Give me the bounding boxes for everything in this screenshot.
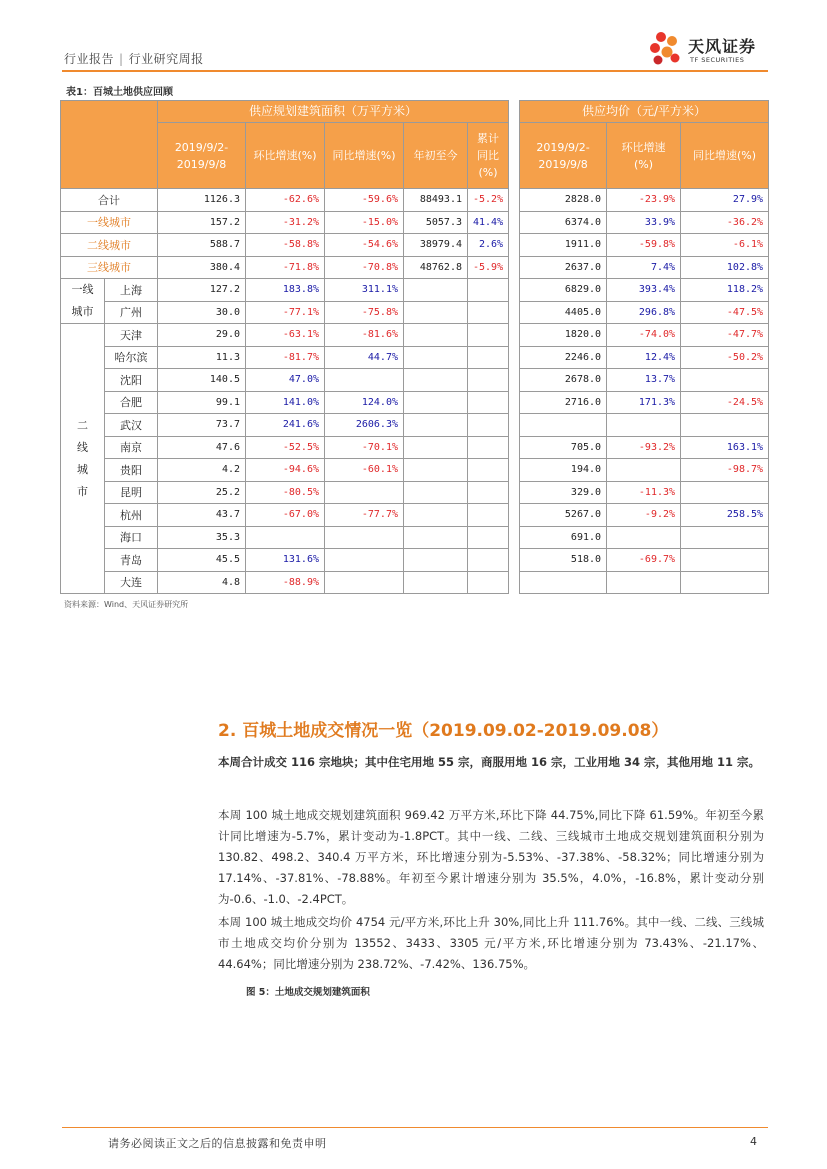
table-cell: 73.7 — [158, 414, 246, 437]
table-sub-header-row — [61, 123, 769, 189]
table-cell: 5057.3 — [404, 211, 468, 234]
table-caption: 表1：百城土地供应回顾 — [66, 87, 173, 98]
table-cell-empty — [404, 571, 468, 594]
table-cell-empty — [468, 414, 509, 437]
section-summary: 本周合计成交 116 宗地块；其中住宅用地 55 宗，商服用地 16 宗，工业用地 34 宗，其他用地 11 宗。 — [218, 755, 761, 769]
table-cell-empty — [468, 279, 509, 302]
table-row — [61, 256, 769, 279]
table-group-header-row — [61, 101, 769, 123]
table-row — [61, 234, 769, 257]
logo-flower-icon — [648, 28, 684, 68]
table-cell: -77.1% — [246, 301, 325, 324]
table-cell: 518.0 — [520, 549, 607, 572]
column-gap — [509, 504, 520, 527]
footer-rule — [62, 1127, 768, 1128]
table-row — [61, 414, 769, 437]
table-cell: 141.0% — [246, 391, 325, 414]
logo-chinese-name: 天风证券 — [688, 37, 757, 56]
table-cell: -98.7% — [681, 459, 769, 482]
table-cell: -24.5% — [681, 391, 769, 414]
table-cell: -9.2% — [607, 504, 681, 527]
area-group-header: 供应规划建筑面积（万平方米） — [158, 101, 509, 123]
table-cell: 4405.0 — [520, 301, 607, 324]
table-cell: -11.3% — [607, 481, 681, 504]
table-cell: 183.8% — [246, 279, 325, 302]
table-cell: 7.4% — [607, 256, 681, 279]
city-name: 武汉 — [105, 414, 158, 437]
table-cell: -70.1% — [325, 436, 404, 459]
table-cell: 329.0 — [520, 481, 607, 504]
table-cell: 241.6% — [246, 414, 325, 437]
table-cell — [681, 481, 769, 504]
table-cell: 47.0% — [246, 369, 325, 392]
table-cell: 2.6% — [468, 234, 509, 257]
table-cell — [325, 481, 404, 504]
table-cell — [607, 526, 681, 549]
table-cell: 163.1% — [681, 436, 769, 459]
company-logo — [648, 28, 773, 70]
report-type — [64, 50, 204, 67]
table-cell: -93.2% — [607, 436, 681, 459]
table-cell: -71.8% — [246, 256, 325, 279]
table-cell: -50.2% — [681, 346, 769, 369]
table-cell: 35.3 — [158, 526, 246, 549]
table-cell: 5267.0 — [520, 504, 607, 527]
table-row — [61, 504, 769, 527]
logo-english-name: TF SECURITIES — [690, 56, 745, 64]
table-cell: 2637.0 — [520, 256, 607, 279]
col-header-area-ytd-yoy: 累计同比(%) — [468, 123, 509, 189]
table-row — [61, 346, 769, 369]
table-cell: 127.2 — [158, 279, 246, 302]
table-cell — [246, 526, 325, 549]
table-row — [61, 369, 769, 392]
table-body — [61, 189, 769, 594]
table-cell: 296.8% — [607, 301, 681, 324]
table-cell-empty — [468, 324, 509, 347]
table-cell-empty — [404, 369, 468, 392]
column-gap — [509, 459, 520, 482]
table-cell: 2606.3% — [325, 414, 404, 437]
row-label: 合计 — [61, 189, 158, 212]
table-cell: 1911.0 — [520, 234, 607, 257]
table-cell: -62.6% — [246, 189, 325, 212]
table-cell — [325, 369, 404, 392]
table-row — [61, 279, 769, 302]
table-cell: -5.9% — [468, 256, 509, 279]
table-cell: -70.8% — [325, 256, 404, 279]
table-cell: -6.1% — [681, 234, 769, 257]
table-cell: 6829.0 — [520, 279, 607, 302]
table-cell: -59.6% — [325, 189, 404, 212]
table-cell — [681, 571, 769, 594]
table-cell: -67.0% — [246, 504, 325, 527]
table-cell: -77.7% — [325, 504, 404, 527]
table-cell-empty — [468, 391, 509, 414]
table-cell: 13.7% — [607, 369, 681, 392]
column-gap — [509, 526, 520, 549]
table-cell: 38979.4 — [404, 234, 468, 257]
table-cell: 48762.8 — [404, 256, 468, 279]
table-cell: 171.3% — [607, 391, 681, 414]
city-name: 杭州 — [105, 504, 158, 527]
table-cell-empty — [468, 369, 509, 392]
table-cell-empty — [468, 549, 509, 572]
table-cell-empty — [468, 346, 509, 369]
table-row — [61, 211, 769, 234]
table-cell: 393.4% — [607, 279, 681, 302]
table-row — [61, 481, 769, 504]
table-cell: -81.6% — [325, 324, 404, 347]
table-cell-empty — [468, 301, 509, 324]
table-cell: 45.5 — [158, 549, 246, 572]
table-cell-empty — [404, 436, 468, 459]
table-cell: -52.5% — [246, 436, 325, 459]
table-cell: -58.8% — [246, 234, 325, 257]
city-name: 大连 — [105, 571, 158, 594]
figure-caption: 图 5：土地成交规划建筑面积 — [246, 987, 370, 998]
city-name: 南京 — [105, 436, 158, 459]
table-cell: -47.5% — [681, 301, 769, 324]
col-header-area-ytd: 年初至今 — [404, 123, 468, 189]
table-cell-empty — [468, 436, 509, 459]
table-cell: 41.4% — [468, 211, 509, 234]
table-cell: -88.9% — [246, 571, 325, 594]
table-cell: -59.8% — [607, 234, 681, 257]
table-cell-empty — [404, 301, 468, 324]
table-cell: -94.6% — [246, 459, 325, 482]
table-cell: 2678.0 — [520, 369, 607, 392]
report-subcategory: 行业研究周报 — [128, 52, 204, 66]
table-cell: 27.9% — [681, 189, 769, 212]
table-cell-empty — [468, 481, 509, 504]
row-label: 一线城市 — [61, 211, 158, 234]
column-gap — [509, 369, 520, 392]
table-cell: 88493.1 — [404, 189, 468, 212]
table-row — [61, 301, 769, 324]
table-cell: 1820.0 — [520, 324, 607, 347]
column-gap — [509, 279, 520, 302]
city-name: 沈阳 — [105, 369, 158, 392]
column-gap — [509, 571, 520, 594]
tier2-group-label: 二线城市 — [61, 324, 105, 594]
column-gap — [509, 414, 520, 437]
table-cell: -54.6% — [325, 234, 404, 257]
table-cell: 47.6 — [158, 436, 246, 459]
table-row — [61, 549, 769, 572]
table-cell: -80.5% — [246, 481, 325, 504]
col-header-area-yoy: 同比增速(%) — [325, 123, 404, 189]
table-cell: 2246.0 — [520, 346, 607, 369]
table-cell: 30.0 — [158, 301, 246, 324]
tier1-group-label: 一线城市 — [61, 279, 105, 324]
row-label: 三线城市 — [61, 256, 158, 279]
table-cell: 4.8 — [158, 571, 246, 594]
table-cell: 6374.0 — [520, 211, 607, 234]
city-name: 广州 — [105, 301, 158, 324]
table-cell-empty — [404, 549, 468, 572]
table-cell: 311.1% — [325, 279, 404, 302]
table-cell: 118.2% — [681, 279, 769, 302]
table-cell-empty — [404, 391, 468, 414]
column-gap — [509, 436, 520, 459]
report-category: 行业报告 — [64, 52, 115, 66]
table-cell: 11.3 — [158, 346, 246, 369]
table-cell: 124.0% — [325, 391, 404, 414]
table-cell: -5.2% — [468, 189, 509, 212]
table-cell: 1126.3 — [158, 189, 246, 212]
table-cell — [325, 571, 404, 594]
table-cell-empty — [404, 481, 468, 504]
table-cell-empty — [468, 504, 509, 527]
table-cell — [681, 369, 769, 392]
table-cell — [520, 571, 607, 594]
table-row — [61, 526, 769, 549]
table-cell: 691.0 — [520, 526, 607, 549]
col-header-price-period: 2019/9/2-2019/9/8 — [520, 123, 607, 189]
table-cell — [607, 414, 681, 437]
table-cell — [325, 549, 404, 572]
table-cell — [607, 571, 681, 594]
table-cell-empty — [404, 459, 468, 482]
city-name: 青岛 — [105, 549, 158, 572]
footer-disclaimer: 请务必阅读正文之后的信息披露和免责申明 — [108, 1137, 327, 1150]
column-gap — [509, 549, 520, 572]
table-cell: 140.5 — [158, 369, 246, 392]
table-row — [61, 571, 769, 594]
table-cell: 258.5% — [681, 504, 769, 527]
table-cell: -75.8% — [325, 301, 404, 324]
column-gap — [509, 256, 520, 279]
header-divider: | — [119, 52, 124, 66]
table-cell: -15.0% — [325, 211, 404, 234]
header-rule — [62, 70, 768, 72]
table-cell — [681, 549, 769, 572]
table-cell: 705.0 — [520, 436, 607, 459]
table-source: 资料来源：Wind、天风证券研究所 — [64, 600, 189, 609]
land-supply-table — [60, 100, 769, 594]
city-name: 海口 — [105, 526, 158, 549]
city-name: 合肥 — [105, 391, 158, 414]
table-cell: 99.1 — [158, 391, 246, 414]
column-gap — [509, 391, 520, 414]
table-cell: 380.4 — [158, 256, 246, 279]
table-cell-empty — [404, 324, 468, 347]
table-cell — [607, 459, 681, 482]
city-name: 贵阳 — [105, 459, 158, 482]
city-name: 哈尔滨 — [105, 346, 158, 369]
column-gap — [509, 101, 520, 189]
city-name: 昆明 — [105, 481, 158, 504]
table-cell-empty — [404, 346, 468, 369]
page-number: 4 — [750, 1135, 757, 1148]
column-gap — [509, 211, 520, 234]
table-cell: 2716.0 — [520, 391, 607, 414]
table-cell-empty — [468, 459, 509, 482]
table-cell: -60.1% — [325, 459, 404, 482]
city-name: 上海 — [105, 279, 158, 302]
column-gap — [509, 346, 520, 369]
table-cell: 131.6% — [246, 549, 325, 572]
table-cell-empty — [468, 526, 509, 549]
col-header-price-mom: 环比增速(%) — [607, 123, 681, 189]
table-cell: 157.2 — [158, 211, 246, 234]
table-cell — [325, 526, 404, 549]
price-paragraph: 本周 100 城土地成交均价 4754 元/平方米,环比上升 30%,同比上升 111.76%。其中一线、二线、三线城市土地成交均价分别为 13552、3433、3305 元/平方米,环比增速分别为 73.43%、-21.17%、44.64%；同比增速分别为 238.72%、-7.42%、136.75%。 — [218, 915, 764, 971]
row-label: 二线城市 — [61, 234, 158, 257]
table-cell — [520, 414, 607, 437]
table-cell: 29.0 — [158, 324, 246, 347]
table-cell: 25.2 — [158, 481, 246, 504]
table-cell: -31.2% — [246, 211, 325, 234]
table-row — [61, 459, 769, 482]
table-cell: -69.7% — [607, 549, 681, 572]
table-cell: -63.1% — [246, 324, 325, 347]
table-cell-empty — [404, 279, 468, 302]
table-cell: 194.0 — [520, 459, 607, 482]
table-cell — [681, 414, 769, 437]
table-cell: -23.9% — [607, 189, 681, 212]
table-cell: 44.7% — [325, 346, 404, 369]
table-cell-empty — [404, 414, 468, 437]
column-gap — [509, 234, 520, 257]
table-row — [61, 324, 769, 347]
table-cell: 33.9% — [607, 211, 681, 234]
table-cell: 588.7 — [158, 234, 246, 257]
table-cell: 102.8% — [681, 256, 769, 279]
table-cell: -47.7% — [681, 324, 769, 347]
table-row — [61, 189, 769, 212]
area-paragraph: 本周 100 城土地成交规划建筑面积 969.42 万平方米,环比下降 44.75%,同比下降 61.59%。年初至今累计同比增速为-5.7%，累计变动为-1.8PCT。其中一线、二线、三线城市土地成交规划建筑面积分别为 130.82、498.2、340.4 万平方米，环比增速分别为-5.53%、-37.38%、-58.32%；同比增速分别为 17.14%、-37.81%、-78.88%。年初至今累计增速分别为 35.5%，4.0%，-16.8%，累计变动分别为-0.6、-1.0、-2.4PCT。 — [218, 808, 764, 906]
column-gap — [509, 481, 520, 504]
table-cell-empty — [468, 571, 509, 594]
table-cell: 2828.0 — [520, 189, 607, 212]
table-cell: 4.2 — [158, 459, 246, 482]
table-cell: -74.0% — [607, 324, 681, 347]
section-title: 2. 百城土地成交情况一览（2019.09.02-2019.09.08） — [218, 721, 669, 741]
column-gap — [509, 324, 520, 347]
table-cell-empty — [404, 526, 468, 549]
column-gap — [509, 301, 520, 324]
col-header-area-mom: 环比增速(%) — [246, 123, 325, 189]
table-cell: -81.7% — [246, 346, 325, 369]
table-row — [61, 391, 769, 414]
city-name: 天津 — [105, 324, 158, 347]
table-cell: 43.7 — [158, 504, 246, 527]
table-cell: 12.4% — [607, 346, 681, 369]
price-group-header: 供应均价（元/平方米） — [520, 101, 769, 123]
table-cell — [681, 526, 769, 549]
column-gap — [509, 189, 520, 212]
table-row — [61, 436, 769, 459]
col-header-price-yoy: 同比增速(%) — [681, 123, 769, 189]
col-header-area-period: 2019/9/2-2019/9/8 — [158, 123, 246, 189]
corner-cell — [61, 101, 158, 189]
table-cell-empty — [404, 504, 468, 527]
table-cell: -36.2% — [681, 211, 769, 234]
